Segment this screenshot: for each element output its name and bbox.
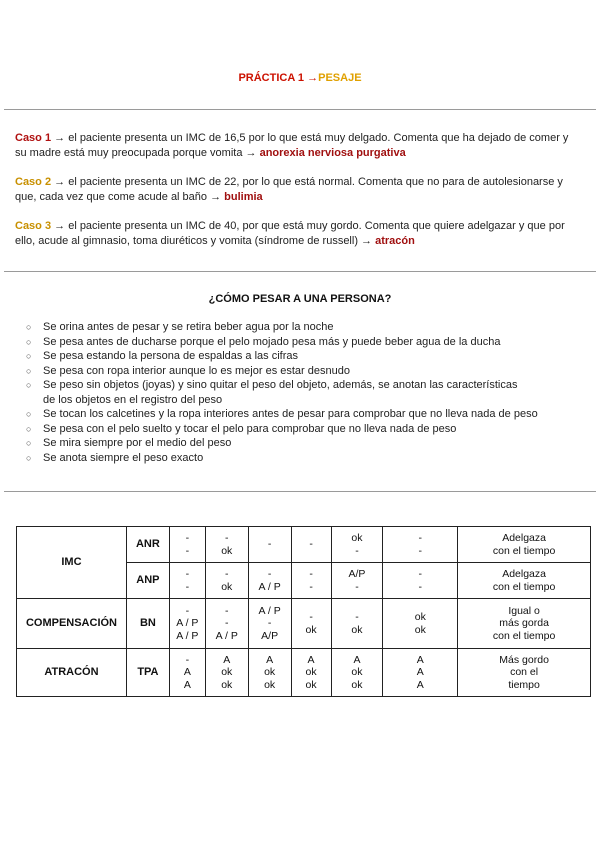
cell-line: Adelgaza <box>502 532 546 544</box>
table-cell <box>331 649 383 697</box>
cell-line: - <box>224 532 229 544</box>
circle-bullet-icon: ○ <box>26 452 32 463</box>
cell-line: ok <box>305 666 317 679</box>
table-cell <box>248 649 291 697</box>
cell-line: A <box>183 666 191 679</box>
cell-line: ok <box>305 678 317 691</box>
cell-line: ok <box>221 580 233 593</box>
case-2-text: → el paciente presenta un IMC de 22, por lo que está normal. Comenta que no para de autolesionarse y que, cada vez que come acude al baño → <box>15 176 563 203</box>
cell-line: ok <box>351 532 363 544</box>
table-row <box>17 649 591 697</box>
howto-list <box>0 320 580 465</box>
cell-line: - <box>309 611 313 623</box>
cell-line: - <box>418 544 423 557</box>
cell-line: - <box>355 544 359 557</box>
page-title <box>0 72 600 84</box>
table-cell <box>169 649 205 697</box>
cell-line: - <box>355 580 359 593</box>
divider-bottom <box>4 491 596 492</box>
case-3-diagnosis: atracón <box>375 235 415 247</box>
cell-line: con el tiempo <box>492 629 556 642</box>
list-item: ○ Se orina antes de pesar y se retira beber agua por la noche <box>26 321 334 333</box>
title-practice: PRÁCTICA 1 <box>238 72 305 84</box>
cell-line: - <box>309 580 313 593</box>
list-item: ○ Se pesa antes de ducharse porque el pelo mojado pesa más y puede beber agua de la ducha <box>26 335 501 348</box>
cell-line: Más gordo <box>499 653 549 666</box>
row-code: ANP <box>126 563 169 599</box>
cell-line: - <box>224 617 229 630</box>
table-cell <box>291 563 331 599</box>
cell-line: A / P <box>258 580 281 593</box>
table-cell <box>331 599 383 649</box>
group-atracon: ATRACÓN <box>17 649 127 697</box>
cell-line: A <box>416 678 424 691</box>
case-2 <box>15 175 583 205</box>
circle-bullet-icon: ○ <box>26 380 32 390</box>
group-imc: IMC <box>17 527 127 599</box>
case-3-label: Caso 3 <box>15 220 52 232</box>
group-compensacion: COMPENSACIÓN <box>17 599 127 649</box>
cell-line: - <box>185 568 190 580</box>
cell-line: más gorda <box>499 617 549 630</box>
cell-line: con el tiempo <box>492 544 556 557</box>
title-arrow: → <box>307 72 319 84</box>
circle-bullet-icon: ○ <box>26 423 32 434</box>
cell-line: Adelgaza <box>502 568 546 580</box>
case-1-label: Caso 1 <box>15 132 52 144</box>
table-cell <box>383 649 458 697</box>
divider-middle <box>4 271 596 272</box>
cell-line: - <box>185 532 190 544</box>
circle-bullet-icon: ○ <box>26 322 32 332</box>
case-2-label: Caso 2 <box>15 176 52 188</box>
cell-line: - <box>185 653 190 666</box>
cell-line: - <box>418 580 423 593</box>
circle-bullet-icon: ○ <box>26 351 32 361</box>
cell-line: ok <box>264 666 276 679</box>
cell-line: A/P <box>348 568 366 580</box>
case-1 <box>15 131 583 161</box>
cell-line: - <box>267 568 272 580</box>
circle-bullet-icon: ○ <box>26 438 32 448</box>
table-row <box>17 599 591 649</box>
cell-line: - <box>224 604 229 617</box>
cell-line: - <box>185 580 190 593</box>
title-topic: PESAJE <box>318 72 362 84</box>
cell-line: A <box>307 653 315 666</box>
circle-bullet-icon: ○ <box>26 409 32 419</box>
cell-line: con el tiempo <box>492 580 556 593</box>
cell-line: A/P <box>261 629 279 642</box>
table-cell <box>291 599 331 649</box>
cell-line: - <box>355 611 359 623</box>
divider-top <box>4 109 596 110</box>
cell-line: ok <box>351 678 363 691</box>
case-3-text: → el paciente presenta un IMC de 40, por que está muy gordo. Comenta que quiere adelgazar y que por ello, acude al gimnasio, toma diuréticos y vomita (síndrome de russell) → <box>15 220 565 247</box>
list-item: ○ Se pesa con el pelo suelto y tocar el pelo para comprobar que no lleva nada de peso <box>26 422 457 435</box>
case-1-text: → el paciente presenta un IMC de 16,5 por lo que está muy delgado. Comenta que ha dejado de comer y su madre está muy preocupada porque vomita → <box>15 132 569 159</box>
list-item: ○ Se pesa estando la persona de espaldas a las cifras <box>26 350 298 362</box>
table-cell <box>169 599 205 649</box>
cell-line: A <box>416 653 424 666</box>
table-cell <box>383 527 458 563</box>
cell-line: - <box>185 544 190 557</box>
table-cell <box>248 563 291 599</box>
circle-bullet-icon: ○ <box>26 365 32 376</box>
table-cell <box>291 527 331 563</box>
table-cell <box>383 599 458 649</box>
list-item: ○ Se anota siempre el peso exacto <box>26 451 204 464</box>
cell-line: - <box>309 538 313 551</box>
cell-line: A / P <box>176 629 199 642</box>
howto-title: ¿CÓMO PESAR A UNA PERSONA? <box>208 293 392 305</box>
row-code: TPA <box>126 649 169 697</box>
outcome-cell <box>458 563 591 599</box>
cell-line: tiempo <box>508 678 540 691</box>
cell-line: ok <box>221 666 233 679</box>
list-item: ○ Se tocan los calcetines y la ropa interiores antes de pesar para comprobar que no lleva nada de peso <box>26 408 538 420</box>
list-item: ○ Se peso sin objetos (joyas) y sino quitar el peso del objeto, además, se anotan las características de los objetos en el registro del peso <box>26 379 518 406</box>
cell-line: ok <box>414 623 426 636</box>
table-cell <box>205 599 248 649</box>
cell-line: - <box>224 568 229 580</box>
row-code: BN <box>126 599 169 649</box>
cell-line: - <box>418 568 423 580</box>
table-cell <box>331 563 383 599</box>
cell-line: A <box>223 653 231 666</box>
cell-line: ok <box>221 544 233 557</box>
cell-line: - <box>418 532 423 544</box>
case-1-diagnosis: anorexia nerviosa purgativa <box>259 147 406 159</box>
comparison-table <box>16 526 591 697</box>
table-row <box>17 527 591 563</box>
list-item: ○ Se mira siempre por el medio del peso <box>26 437 232 449</box>
cell-line: A <box>266 653 274 666</box>
cell-line: - <box>309 568 313 580</box>
cell-line: ok <box>351 623 363 636</box>
cell-line: con el <box>510 666 539 679</box>
case-3 <box>15 219 583 249</box>
table-cell <box>248 599 291 649</box>
list-item: ○ Se pesa con ropa interior aunque lo es mejor es estar desnudo <box>26 364 350 377</box>
cell-line: - <box>267 538 272 551</box>
cell-line: A <box>416 666 424 679</box>
table-cell <box>205 563 248 599</box>
table-cell <box>331 527 383 563</box>
cell-line: A / P <box>258 604 281 617</box>
table-cell <box>205 649 248 697</box>
circle-bullet-icon: ○ <box>26 336 32 347</box>
cell-line: ok <box>351 666 363 679</box>
table-cell <box>169 563 205 599</box>
table-cell <box>291 649 331 697</box>
cell-line: Igual o <box>508 604 540 617</box>
cell-line: ok <box>414 611 426 623</box>
cell-line: A <box>183 678 191 691</box>
cell-line: ok <box>221 678 233 691</box>
table-cell <box>205 527 248 563</box>
cell-line: ok <box>305 623 317 636</box>
table-cell <box>248 527 291 563</box>
cell-line: A <box>353 653 361 666</box>
cell-line: A / P <box>215 629 238 642</box>
case-2-diagnosis: bulimia <box>224 191 263 203</box>
outcome-cell <box>458 649 591 697</box>
cell-line: - <box>185 604 190 617</box>
outcome-cell <box>458 527 591 563</box>
row-code: ANR <box>126 527 169 563</box>
cell-line: ok <box>264 678 276 691</box>
table-cell <box>383 563 458 599</box>
cell-line: - <box>267 617 272 630</box>
outcome-cell <box>458 599 591 649</box>
cell-line: A / P <box>176 617 199 630</box>
table-cell <box>169 527 205 563</box>
